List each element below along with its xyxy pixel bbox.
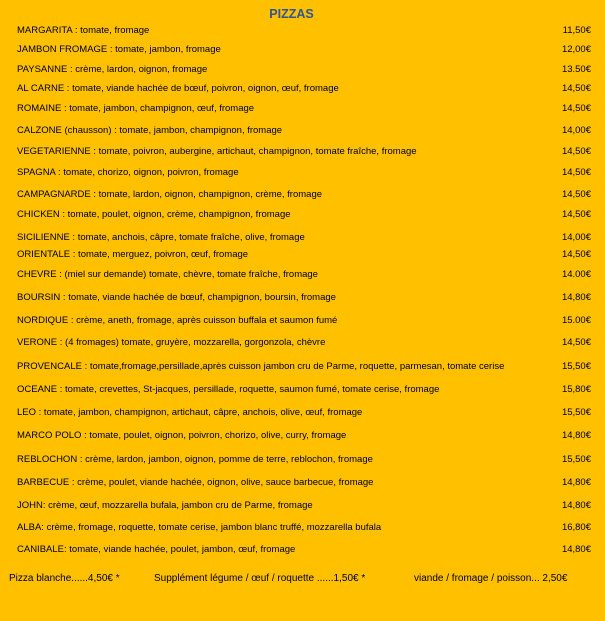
pizza-description: SPAGNA : tomate, chorizo, oignon, poivron, fromage — [17, 167, 239, 178]
pizza-item — [17, 543, 591, 557]
pizza-description: ORIENTALE : tomate, merguez, poivron, œuf, fromage — [17, 249, 249, 260]
pizza-price: 14,80€ — [561, 500, 591, 511]
pizza-price: 14,50€ — [561, 103, 591, 114]
pizza-price: 15.00€ — [561, 315, 591, 326]
pizza-description: PAYSANNE : crème, lardon, oignon, fromage — [17, 64, 208, 75]
pizza-price: 16,80€ — [561, 522, 591, 533]
pizza-item — [17, 208, 591, 222]
pizza-blanche-price: Pizza blanche......4,50€ * — [9, 573, 120, 584]
pizza-description: BOURSIN : tomate, viande hachée de bœuf, champignon, boursin, fromage — [17, 292, 336, 303]
pizza-price: 14.00€ — [561, 269, 591, 280]
pizza-item — [17, 166, 591, 180]
pizza-item — [17, 82, 591, 96]
pizza-description: CHEVRE : (miel sur demande) tomate, chèvre, tomate fraîche, fromage — [17, 269, 318, 280]
pizza-item — [17, 63, 591, 77]
pizza-description: AL CARNE : tomate, viande hachée de bœuf, poivron, oignon, œuf, fromage — [17, 83, 339, 94]
pizza-description: VEGETARIENNE : tomate, poivron, aubergine, artichaut, champignon, tomate fraîche, fromage — [17, 146, 417, 157]
pizza-price: 11,50€ — [562, 25, 591, 36]
pizza-description: LEO : tomate, jambon, champignon, artichaut, câpre, anchois, olive, œuf, fromage — [17, 407, 363, 418]
pizza-item — [17, 145, 591, 159]
pizza-description: CALZONE (chausson) : tomate, jambon, champignon, fromage — [17, 125, 283, 136]
pizza-price: 15,50€ — [561, 454, 591, 465]
pizza-item — [17, 453, 591, 467]
pizza-description: NORDIQUE : crème, aneth, fromage, après cuisson buffala et saumon fumé — [17, 315, 338, 326]
pizza-description: JAMBON FROMAGE : tomate, jambon, fromage — [17, 44, 221, 55]
pizza-price: 14,50€ — [561, 146, 591, 157]
pizza-description: PROVENCALE : tomate,fromage,persillade,après cuisson jambon cru de Parme, roquette, parmesan, tomate cerise — [17, 361, 505, 372]
viande-fromage-poisson-price: viande / fromage / poisson... 2,50€ — [414, 573, 568, 584]
pizza-price: 14,50€ — [561, 167, 591, 178]
pizza-price: 14,50€ — [561, 209, 591, 220]
pizza-price: 14,00€ — [561, 125, 591, 136]
pizza-item — [17, 102, 591, 116]
supplement-price: Supplément légume / œuf / roquette ......1,50€ * — [154, 573, 366, 584]
pizza-description: CAMPAGNARDE : tomate, lardon, oignon, champignon, crème, fromage — [17, 189, 323, 200]
pizza-price: 14,50€ — [561, 189, 591, 200]
pizza-item — [17, 360, 591, 374]
pizza-item — [17, 406, 591, 420]
pizza-price: 14,50€ — [561, 337, 591, 348]
pizza-item — [17, 476, 591, 490]
pizza-description: JOHN: crème, œuf, mozzarella bufala, jambon cru de Parme, fromage — [17, 500, 313, 511]
pizza-item — [17, 314, 591, 328]
pizza-price: 13.50€ — [561, 64, 591, 75]
pizza-price: 14,80€ — [561, 430, 591, 441]
pizza-price: 14,00€ — [561, 232, 591, 243]
pizza-item — [17, 429, 591, 443]
pizza-item — [17, 499, 591, 513]
pizza-item — [17, 336, 591, 350]
pizza-item — [17, 43, 591, 57]
pizza-item — [17, 291, 591, 305]
pizza-description: VERONE : (4 fromages) tomate, gruyère, mozzarella, gorgonzola, chèvre — [17, 337, 326, 348]
pizza-description: OCEANE : tomate, crevettes, St-jacques, persillade, roquette, saumon fumé, tomate cerise, fromage — [17, 384, 440, 395]
pizza-item — [17, 268, 591, 282]
pizza-price: 15,80€ — [561, 384, 591, 395]
pizza-item — [17, 188, 591, 202]
pizza-item — [17, 521, 591, 535]
pizza-description: CANIBALE: tomate, viande hachée, poulet, jambon, œuf, fromage — [17, 544, 296, 555]
pizza-price: 14,50€ — [561, 83, 591, 94]
pizza-price: 15,50€ — [561, 407, 591, 418]
pizza-price: 14,80€ — [561, 477, 591, 488]
pizza-description: BARBECUE : crème, poulet, viande hachée, oignon, olive, sauce barbecue, fromage — [17, 477, 374, 488]
pizza-price: 14,80€ — [561, 544, 591, 555]
pizza-description: ALBA: crème, fromage, roquette, tomate cerise, jambon blanc truffé, mozzarella bufala — [17, 522, 382, 533]
pizza-item — [17, 383, 591, 397]
pizza-description: REBLOCHON : crème, lardon, jambon, oignon, pomme de terre, reblochon, fromage — [17, 454, 373, 465]
pizza-price: 14,50€ — [561, 249, 591, 260]
pizza-price: 12,00€ — [561, 44, 591, 55]
menu-footer — [0, 571, 605, 587]
pizza-price: 14,80€ — [561, 292, 591, 303]
pizza-item — [17, 248, 591, 262]
pizza-description: MARCO POLO : tomate, poulet, oignon, poivron, chorizo, olive, curry, fromage — [17, 430, 347, 441]
pizza-description: ROMAINE : tomate, jambon, champignon, œuf, fromage — [17, 103, 255, 114]
pizza-item — [17, 231, 591, 245]
pizza-item — [17, 24, 591, 38]
pizza-description: MARGARITA : tomate, fromage — [17, 25, 150, 36]
menu-title: PIZZAS — [269, 7, 314, 21]
pizza-description: SICILIENNE : tomate, anchois, câpre, tomate fraîche, olive, fromage — [17, 232, 305, 243]
pizza-price: 15,50€ — [561, 361, 591, 372]
pizza-item — [17, 124, 591, 138]
pizza-description: CHICKEN : tomate, poulet, oignon, crème, champignon, fromage — [17, 209, 291, 220]
